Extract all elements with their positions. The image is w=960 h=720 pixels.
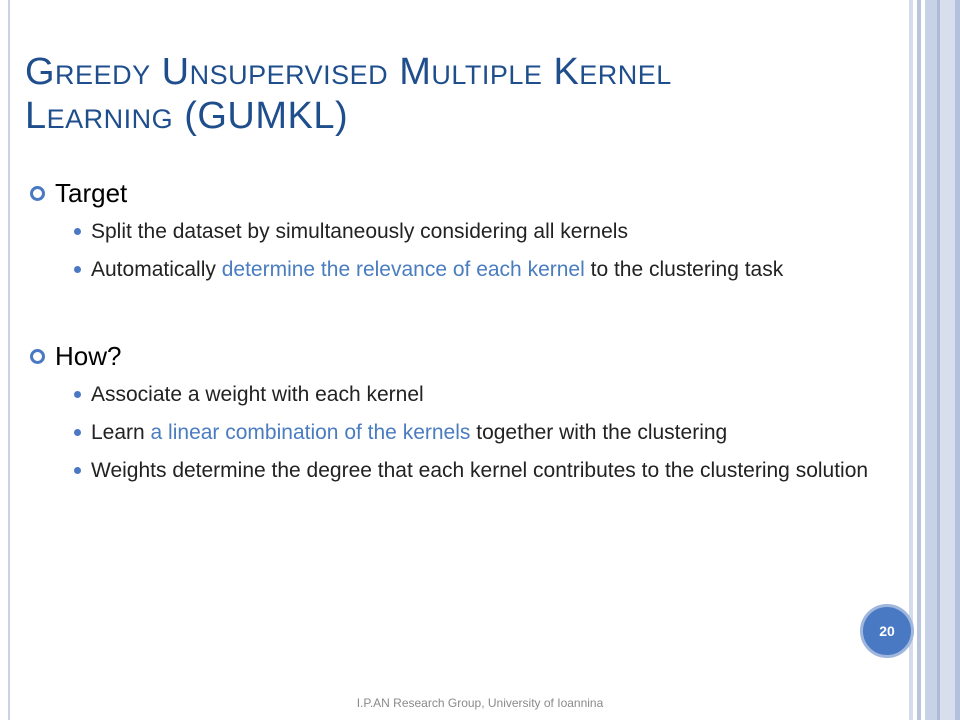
- section-heading-text: Target: [55, 178, 128, 208]
- list-item: [30, 418, 910, 447]
- bullet-list: [30, 380, 910, 485]
- slide-content: [30, 175, 910, 494]
- section-how: [30, 338, 910, 485]
- page-number-badge: 20: [860, 604, 914, 658]
- dot-bullet-icon: [74, 228, 81, 235]
- title-line-2: Learning (GUMKL): [25, 95, 349, 137]
- bullet-text-after: to the clustering task: [584, 258, 784, 281]
- section-heading-text: How?: [55, 341, 122, 371]
- footer-text: I.P.AN Research Group, University of Ioannina: [356, 696, 604, 710]
- section-target: [30, 175, 910, 284]
- dot-bullet-icon: [74, 467, 81, 474]
- title-line-1: Greedy Unsupervised Multiple Kernel: [25, 51, 672, 93]
- section-heading: [30, 175, 910, 211]
- ring-bullet-icon: [30, 349, 45, 364]
- list-item: [30, 456, 910, 485]
- highlighted-text: determine the relevance of each kernel: [221, 258, 585, 281]
- bullet-text-before: Automatically: [91, 258, 222, 281]
- list-item: [30, 217, 910, 246]
- list-item: [30, 255, 910, 284]
- dot-bullet-icon: [74, 391, 81, 398]
- bullet-list: [30, 217, 910, 284]
- ring-bullet-icon: [30, 186, 45, 201]
- slide-title: [25, 50, 885, 138]
- list-item: [30, 380, 910, 409]
- bullet-text: Split the dataset by simultaneously considering all kernels: [91, 220, 628, 243]
- bullet-text-after: together with the clustering: [470, 421, 728, 444]
- bullet-text-before: Learn: [91, 421, 151, 444]
- right-decorative-band: [915, 0, 960, 720]
- highlighted-text: a linear combination of the kernels: [150, 421, 471, 444]
- bullet-text: Weights determine the degree that each kernel contributes to the clustering solution: [91, 459, 869, 482]
- left-border-line: [8, 0, 10, 720]
- dot-bullet-icon: [74, 429, 81, 436]
- section-heading: [30, 338, 910, 374]
- dot-bullet-icon: [74, 266, 81, 273]
- bullet-text: Associate a weight with each kernel: [91, 383, 424, 406]
